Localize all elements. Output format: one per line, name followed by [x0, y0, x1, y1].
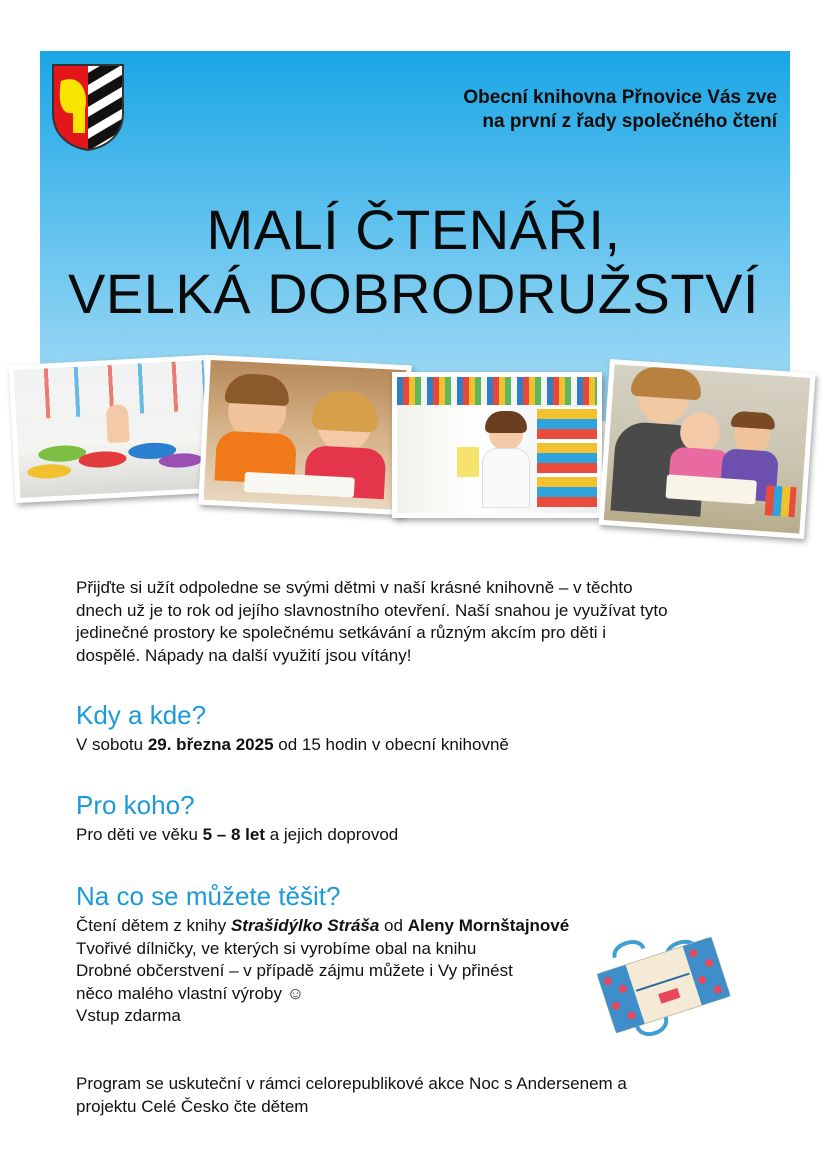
- what-item: něco malého vlastní výroby ☺: [76, 983, 305, 1003]
- what-item-reading: [76, 915, 569, 938]
- invite-line: na první z řady společného čtení: [482, 111, 777, 132]
- what-heading: Na co se můžete těšit?: [76, 881, 341, 911]
- reading-mid: od: [379, 916, 408, 935]
- when-prefix: V sobotu: [76, 735, 148, 754]
- what-item: Drobné občerstvení – v případě zájmu můžete i Vy přinést: [76, 961, 513, 980]
- title-line: MALÍ ČTENÁŘI,: [206, 198, 621, 261]
- municipal-crest-icon: [51, 63, 125, 151]
- intro-line: dospělé. Nápady na další využití jsou vítány!: [76, 645, 412, 665]
- author-name: Aleny Mornštajnové: [407, 916, 570, 935]
- when-text: [76, 734, 509, 757]
- who-prefix: Pro děti ve věku: [76, 825, 203, 844]
- footer-line: projektu Celé Česko čte dětem: [76, 1096, 309, 1116]
- intro-paragraph: [76, 577, 668, 667]
- photo-library-cushions: [9, 355, 216, 503]
- when-heading: Kdy a kde?: [76, 700, 207, 730]
- footer-line: Program se uskuteční v rámci celorepublikové akce Noc s Andersenem a: [76, 1074, 627, 1093]
- page-title: [0, 198, 827, 326]
- intro-line: dnech už je to rok od jejího slavnostního otevření. Naší snahou je využívat tyto: [76, 600, 668, 620]
- intro-line: Přijďte si užít odpoledne se svými dětmi v naší krásné knihovně – v těchto: [76, 578, 633, 597]
- when-suffix: od 15 hodin v obecní knihovně: [273, 735, 509, 754]
- what-item: Vstup zdarma: [76, 1006, 181, 1025]
- what-item: Tvořivé dílničky, ve kterých si vyrobíme obal na knihu: [76, 938, 477, 958]
- who-heading: Pro koho?: [76, 790, 195, 820]
- intro-line: jedinečné prostory ke společnému setkávání a různým akcím pro děti i: [76, 623, 607, 642]
- what-list: [76, 915, 569, 1028]
- book-cover-bag-illustration: [596, 936, 732, 1036]
- footer-note: [76, 1073, 627, 1118]
- invitation-text: [463, 86, 777, 134]
- invite-line: Obecní knihovna Přnovice Vás zve: [463, 87, 777, 108]
- age-range: 5 – 8 let: [202, 825, 265, 844]
- photo-mother-reading: [598, 359, 815, 539]
- event-date: 29. března 2025: [147, 735, 274, 754]
- photo-children-reading: [198, 355, 412, 516]
- who-text: [76, 824, 398, 847]
- book-title: Strašidýlko Stráša: [230, 916, 380, 935]
- photo-girl-at-shelf: [392, 372, 602, 518]
- title-line: VELKÁ DOBRODRUŽSTVÍ: [68, 262, 759, 325]
- who-suffix: a jejich doprovod: [265, 825, 399, 844]
- reading-prefix: Čtení dětem z knihy: [76, 916, 231, 935]
